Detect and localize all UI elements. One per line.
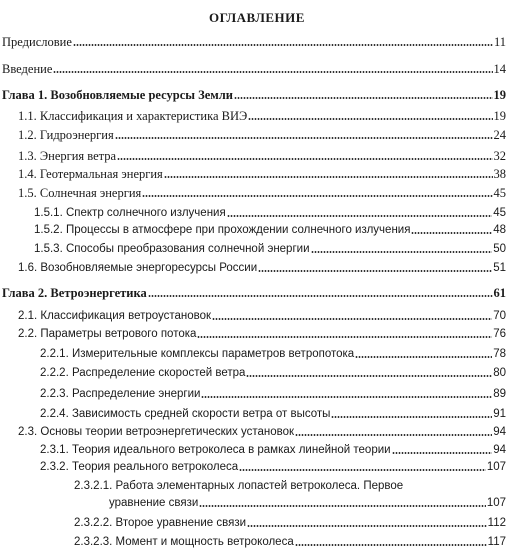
toc-entry-page: 61 [493,286,506,300]
dot-leader [53,71,492,73]
dot-leader [248,118,492,120]
dot-leader [355,356,492,358]
toc-entry-page: 78 [493,348,506,360]
toc-entry [40,460,506,474]
dot-leader [234,97,492,99]
toc-entry-label: Введение [2,62,53,76]
toc-entry [34,206,506,220]
toc-entry [18,128,506,142]
dot-leader [142,195,492,197]
toc-entry [18,309,506,323]
toc-entry-label: 1.2. Гидроэнергия [18,128,114,142]
toc-entry-label: 2.2. Параметры ветрового потока [18,328,197,340]
toc-entry-page: 107 [486,461,506,473]
toc-entry-label: 2.3.1. Теория идеального ветроколеса в рамках линейной теории [40,444,391,456]
toc-entry-label: 2.3.2. Теория реального ветроколеса [40,461,239,473]
dot-leader [311,251,493,253]
dot-leader [246,375,492,377]
toc-entry-page: 45 [493,207,506,219]
dot-leader [331,416,492,418]
dot-leader [295,434,492,436]
toc-entry [34,223,506,237]
toc-entry [74,516,506,530]
toc-entry-page: 107 [486,497,506,509]
toc-entry [40,366,506,380]
toc-entry [18,109,506,123]
dot-leader [164,176,493,178]
toc-entry-page: 45 [493,186,506,200]
dot-leader [247,525,487,527]
dot-leader [199,505,486,507]
toc-entry [18,425,506,439]
toc-entry [40,443,506,457]
toc-entry [34,242,506,256]
toc-entry-page: 19 [493,109,506,123]
toc-entry-page: 48 [493,224,506,236]
toc-entry-label: 2.2.4. Зависимость средней скорости ветра от высоты [40,408,331,420]
toc-entry-page: 19 [493,88,506,102]
toc-entry [109,496,506,510]
toc-entry-label: 1.5. Солнечная энергия [18,186,142,200]
toc-entry-page: 89 [493,388,506,400]
toc-entry-page: 94 [493,444,506,456]
toc-entry-label: 1.6. Возобновляемые энергоресурсы России [18,262,258,274]
toc-entry [18,167,506,181]
toc-entry-label: 2.3. Основы теории ветроэнергетических установок [18,426,295,438]
toc-entry [18,327,506,341]
toc-entry-page: 14 [493,62,506,76]
toc-entry-label: 2.2.2. Распределение скоростей ветра [40,367,246,379]
toc-entry [2,35,506,49]
page-title: ОГЛАВЛЕНИЕ [209,10,305,25]
toc-entry [40,407,506,421]
dot-leader [227,215,493,217]
dot-leader [295,544,487,546]
toc-entry [40,347,506,361]
toc-chapter [2,286,506,300]
dot-leader [411,232,492,234]
dot-leader [239,469,486,471]
toc-entry-label: 1.1. Классификация и характеристика ВИЭ [18,109,248,123]
toc-entry-page: 94 [493,426,506,438]
toc-chapter [2,88,506,102]
toc-entry-page: 112 [487,517,506,529]
toc-entry-page: 80 [493,367,506,379]
toc-entry [2,62,506,76]
toc-entry-label-line1: 2.3.2.1. Работа элементарных лопастей ветроколеса. Первое [74,480,404,492]
dot-leader [115,137,493,139]
toc-entry-page: 38 [493,167,506,181]
toc-entry-label: 1.5.1. Спектр солнечного излучения [34,207,226,219]
toc-entry-page: 51 [493,262,506,274]
toc-entry-label: 1.3. Энергия ветра [18,149,117,163]
toc-entry-page: 50 [493,243,506,255]
dot-leader [197,336,492,338]
toc-entry [40,387,506,401]
dot-leader [148,295,493,297]
toc-entry [18,149,506,163]
dot-leader [117,158,492,160]
toc-entry-page: 32 [493,149,506,163]
dot-leader [201,396,492,398]
toc-entry-label: 2.1. Классификация ветроустановок [18,310,212,322]
toc-entry-page: 76 [493,328,506,340]
toc-entry-label: 1.4. Геотермальная энергия [18,167,163,181]
toc-entry [18,261,506,275]
toc-entry [18,186,506,200]
toc-entry-page: 91 [493,408,506,420]
toc-entry-label-line2: уравнение связи [109,497,199,509]
dot-leader [73,44,493,46]
toc-entry-page: 24 [493,128,506,142]
toc-entry-label: 2.2.3. Распределение энергии [40,388,201,400]
toc-entry-label: 2.3.2.2. Второе уравнение связи [74,517,247,529]
toc-entry-label: 1.5.2. Процессы в атмосфере при прохождении солнечного излучения [34,224,411,236]
dot-leader [258,270,492,272]
toc-entry-label: Глава 2. Ветроэнергетика [2,286,147,300]
toc-entry-page: 70 [493,310,506,322]
toc-entry-label: 2.2.1. Измерительные комплексы параметров ветропотока [40,348,355,360]
toc-entry-page: 11 [493,35,506,49]
dot-leader [392,452,493,454]
toc-entry-label: 2.3.2.3. Момент и мощность ветроколеса [74,536,294,548]
toc-entry-label: 1.5.3. Способы преобразования солнечной энергии [34,243,310,255]
toc-entry-label: Глава 1. Возобновляемые ресурсы Земли [2,88,234,102]
toc-entry-page: 117 [487,536,506,548]
toc-entry [74,535,506,549]
toc-entry-label: Предисловие [2,35,72,49]
dot-leader [212,318,492,320]
